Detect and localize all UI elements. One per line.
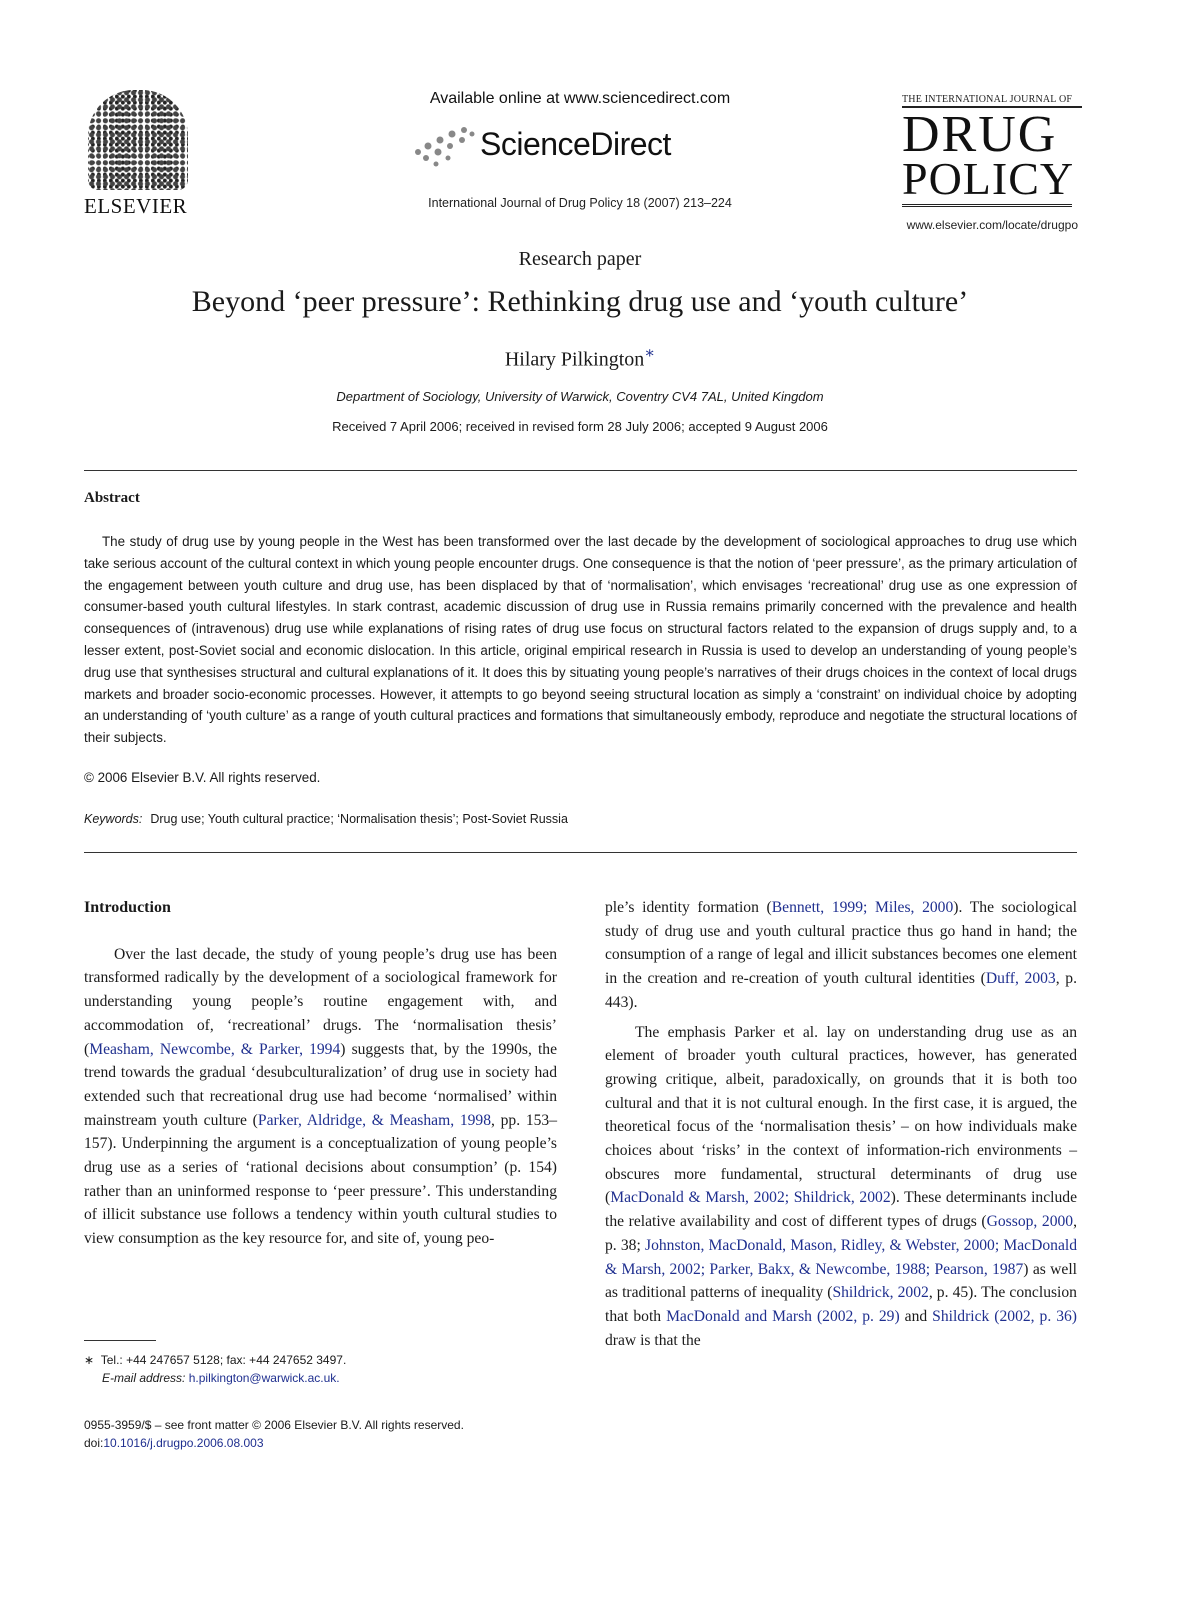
keywords-list: Drug use; Youth cultural practice; ‘Normalisation thesis’; Post-Soviet Russia <box>150 812 568 826</box>
intro-paragraph-1: Over the last decade, the study of young people’s drug use has been transformed radically by the development of a sociological framework for understanding young people’s routine engagement with, and accommodation of, ‘recreational’ drugs. The ‘normalisation thesis’ (Measham, Newcombe, & Parker, 1994) suggests that, by the 1990s, the trend towards the gradual ‘desubculturalization’ of drug use in society had extended such that recreational drug use had become ‘normalised’ within mainstream youth culture (Parker, Aldridge, & Measham, 1998, pp. 153–157). Underpinning the argument is a conceptualization of young people’s drug use as a series of ‘rational decisions about consumption’ (p. 154) rather than an uninformed response to ‘peer pressure’. This understanding of illicit substance use follows a tendency within youth cultural studies to view consumption as the key resource for, and site of, young peo- <box>84 945 558 1248</box>
author <box>0 343 1160 372</box>
intro-paragraph-1-continued: ple’s identity formation (Bennett, 1999; Miles, 2000). The sociological study of drug use and youth cultural practice thus go hand in hand; the consumption of a range of legal and illicit substances becomes one element in the creation and re-creation of youth cultural identities (Duff, 2003, p. 443). <box>605 899 1077 1011</box>
email-link[interactable]: h.pilkington@warwick.ac.uk. <box>188 1371 340 1385</box>
abstract-copyright: © 2006 Elsevier B.V. All rights reserved. <box>84 770 321 785</box>
abstract-text: The study of drug use by young people in the West has been transformed over the last decade by the development of sociological approaches to drug use which take serious account of the cultural context in which young people encounter drugs. One consequence is that the notion of ‘peer pressure’, as the primary articulation of the engagement between youth culture and drug use, has been displaced by that of ‘normalisation’, which envisages ‘recreational’ drug use as one expression of consumer-based youth cultural lifestyles. In stark contrast, academic discussion of drug use in Russia remains primarily concerned with the prevalence and health consequences of (intravenous) drug use while explanations of rising rates of drug use focus on structural factors related to the expansion of drugs supply and, to a lesser extent, post-Soviet social and economic dislocation. In this article, original empirical research in Russia is used to develop an understanding of young people’s drug use that synthesises structural and cultural explanations of it. It does this by situating young people’s narratives of their drugs choices in the context of local drugs markets and broader socio-economic processes. However, it attempts to go beyond seeing structural location as simply a ‘constraint’ on individual choice by adopting an understanding of ‘youth culture’ as a range of youth cultural practices and formations that simultaneously embody, reproduce and negotiate the structural locations of their subjects. <box>84 534 1077 746</box>
citation-link[interactable]: Bennett, 1999; Miles, 2000 <box>771 899 954 916</box>
elsevier-tree-icon <box>88 90 188 190</box>
sciencedirect-name: ScienceDirect <box>480 126 671 162</box>
sciencedirect-dots-icon <box>412 124 476 168</box>
sciencedirect-header <box>300 90 860 210</box>
citation-link[interactable]: Gossop, 2000 <box>986 1213 1074 1231</box>
author-footnote <box>84 1351 346 1387</box>
abstract-top-rule <box>84 470 1077 471</box>
journal-logo-policy: POLICY <box>902 153 1075 204</box>
abstract-bottom-rule <box>84 852 1077 853</box>
footnote-mark: ∗ <box>84 1353 95 1367</box>
citation-link[interactable]: Shildrick (2002, p. 36) <box>932 1307 1077 1325</box>
body-right-column <box>605 896 1077 1352</box>
doi-link[interactable]: 10.1016/j.drugpo.2006.08.003 <box>103 1436 264 1450</box>
keywords-label: Keywords: <box>84 812 143 826</box>
footnote-rule <box>84 1340 156 1341</box>
email-label: E-mail address: <box>102 1371 186 1385</box>
introduction-heading: Introduction <box>84 899 171 916</box>
journal-citation: International Journal of Drug Policy 18 (2007) 213–224 <box>428 196 732 210</box>
author-footnote-mark[interactable]: ∗ <box>644 345 656 362</box>
intro-paragraph-2: The emphasis Parker et al. lay on understanding drug use as an element of broader youth cultural practices, however, has generated growing critique, albeit, paradoxically, on grounds that it is both too cultural and that it is not cultural enough. In the first case, it is argued, the theoretical focus of the ‘normalisation thesis’ – on how individuals make choices about ‘risks’ in the context of information-rich environments – obscures more fundamental, structural determinants of drug use (MacDonald & Marsh, 2002; Shildrick, 2002). These determinants include the relative availability and cost of different types of drugs (Gossop, 2000, p. 38; Johnston, MacDonald, Mason, Ridley, & Webster, 2000; MacDonald & Marsh, 2002; Parker, Bakx, & Newcombe, 1988; Pearson, 1987) as well as traditional patterns of inequality (Shildrick, 2002, p. 45). The conclusion that both MacDonald and Marsh (2002, p. 29) and Shildrick (2002, p. 36) draw is that the <box>605 1023 1077 1349</box>
front-matter-line: 0955-3959/$ – see front matter © 2006 Elsevier B.V. All rights reserved. <box>84 1418 464 1432</box>
abstract-heading: Abstract <box>84 490 140 506</box>
journal-logo-drug: DRUG <box>902 106 1058 163</box>
affiliation: Department of Sociology, University of Warwick, Coventry CV4 7AL, United Kingdom <box>336 389 824 404</box>
citation-link[interactable]: MacDonald and Marsh (2002, p. 29) <box>666 1307 900 1325</box>
front-matter <box>84 1416 464 1452</box>
citation-link[interactable]: Parker, Aldridge, & Measham, 1998 <box>257 1111 492 1129</box>
citation-link[interactable]: MacDonald & Marsh, 2002; Shildrick, 2002 <box>610 1189 891 1207</box>
citation-link[interactable]: Measham, Newcombe, & Parker, 1994 <box>89 1040 341 1058</box>
keywords <box>84 812 568 826</box>
publisher-name: ELSEVIER <box>84 194 188 218</box>
journal-logo <box>902 94 1082 207</box>
journal-url[interactable]: www.elsevier.com/locate/drugpo <box>906 218 1078 232</box>
available-online-text: Available online at www.sciencedirect.com <box>429 90 731 107</box>
paper-type: Research paper <box>518 248 642 270</box>
article-dates: Received 7 April 2006; received in revised form 28 July 2006; accepted 9 August 2006 <box>332 419 828 434</box>
elsevier-logo <box>84 90 196 219</box>
citation-link[interactable]: Shildrick, 2002 <box>832 1284 929 1302</box>
citation-link[interactable]: Duff, 2003 <box>985 970 1056 988</box>
journal-logo-top: THE INTERNATIONAL JOURNAL OF <box>902 94 1082 108</box>
journal-logo-rule <box>902 204 1072 207</box>
footnote-contact: Tel.: +44 247657 5128; fax: +44 247652 3497. <box>100 1353 347 1367</box>
sciencedirect-logo <box>300 120 860 170</box>
doi-label: doi: <box>84 1436 104 1450</box>
citation-link[interactable]: Johnston, MacDonald, Mason, Ridley, & Webster, 2000; MacDonald & Marsh, 2002; Parker, Bakx, & Newcombe, 1988; Pearson, 1987 <box>605 1236 1077 1278</box>
body-left-column <box>84 896 557 1251</box>
author-name: Hilary Pilkington <box>504 348 645 371</box>
paper-title: Beyond ‘peer pressure’: Rethinking drug use and ‘youth culture’ <box>191 285 969 318</box>
